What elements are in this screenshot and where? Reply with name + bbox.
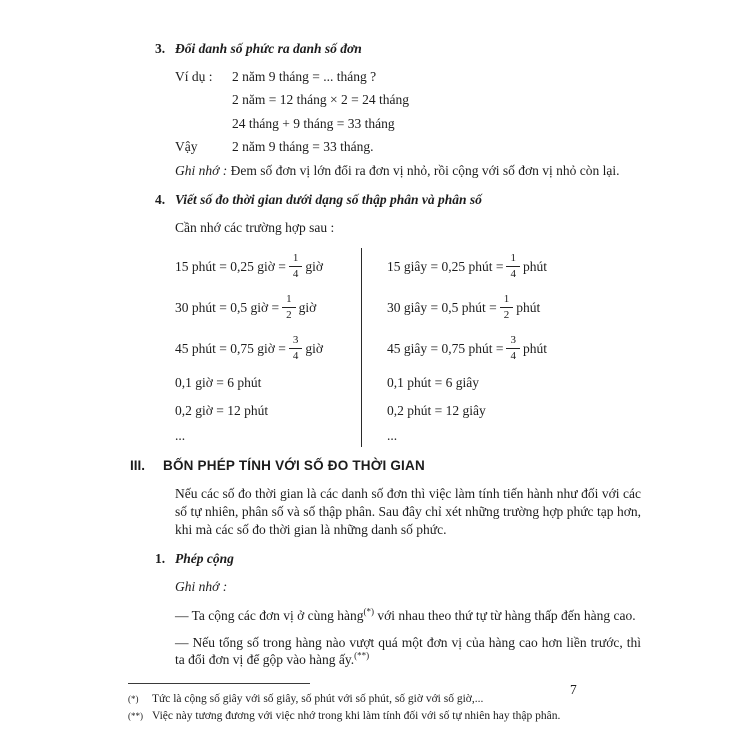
case-text: 0,2 giờ = 12 phút: [175, 403, 269, 419]
fraction: [506, 334, 520, 362]
section-number: III.: [130, 457, 146, 473]
example-line: 24 tháng + 9 tháng = 33 tháng: [232, 115, 395, 131]
example-line: 2 năm 9 tháng = ... tháng ?: [232, 68, 377, 84]
fraction: [289, 252, 303, 280]
rule-1: [175, 607, 641, 625]
fraction: [506, 252, 520, 280]
section-number: 3.: [155, 41, 166, 56]
conclusion-label: Vậy: [175, 139, 198, 155]
subsection-number: 1.: [155, 551, 166, 567]
case-text: 30 phút = 0,5 giờ =: [175, 299, 280, 315]
note-label: Ghi nhớ :: [175, 578, 228, 594]
section-title: BỐN PHÉP TÍNH VỚI SỐ ĐO THỜI GIAN: [163, 457, 425, 473]
footnote-reference: (**): [354, 650, 370, 661]
case-text: phút: [522, 340, 547, 356]
example-row: [175, 68, 641, 86]
note-text: Đem số đơn vị lớn đổi ra đơn vị nhỏ, rồi cộng với số đơn vị nhỏ còn lại.: [230, 162, 620, 178]
case-text: phút: [516, 299, 541, 315]
case-row: [387, 330, 641, 366]
fraction-numerator: 1: [500, 293, 514, 308]
section-iii-heading: [130, 457, 641, 475]
fraction-denominator: 4: [510, 349, 516, 362]
example-line: 2 năm = 12 tháng × 2 = 24 tháng: [232, 92, 409, 108]
conclusion-text: 2 năm 9 tháng = 33 tháng.: [232, 139, 374, 155]
case-text: ...: [387, 428, 398, 444]
footnote-1: [128, 691, 641, 708]
case-text: 0,2 phút = 12 giây: [387, 403, 486, 419]
case-row: [387, 427, 641, 445]
case-text: 45 giây = 0,75 phút =: [387, 340, 504, 356]
rule-2: [175, 634, 641, 669]
footnote-reference: (*): [363, 606, 375, 617]
section-4-heading: [155, 191, 641, 209]
page-number: 7: [570, 682, 577, 697]
fraction-numerator: 3: [506, 334, 520, 349]
case-row: [387, 399, 641, 422]
fraction-numerator: 1: [282, 293, 296, 308]
cases-intro: Cần nhớ các trường hợp sau :: [175, 219, 335, 235]
case-text: 15 phút = 0,25 giờ =: [175, 258, 286, 274]
fraction-numerator: 3: [289, 334, 303, 349]
fraction: [282, 293, 296, 321]
section-iii-paragraph: Nếu các số đo thời gian là các danh số đơn thì việc làm tính tiến hành như đối với các số tự nhiên, phân số và số thập phân. Sau đây chỉ xét những trường hợp phức tạp hơn, khi mà các số đo thời gian là những danh số phức.: [175, 486, 641, 537]
fraction-denominator: 2: [286, 308, 292, 321]
case-text: giờ: [305, 340, 324, 356]
case-row: [175, 330, 361, 366]
section-number: 4.: [155, 192, 166, 208]
rule-text: — Ta cộng các đơn vị ở cùng hàng: [175, 608, 364, 624]
fraction-denominator: 4: [292, 267, 299, 280]
fraction-numerator: 1: [289, 252, 303, 267]
case-row: [175, 427, 361, 445]
footnote-text: Việc này tương đương với việc nhớ trong khi làm tính đối với số tự nhiên hay thập phân.: [152, 709, 561, 722]
case-row: [175, 289, 361, 325]
case-row: [175, 399, 361, 422]
note-label: Ghi nhớ :: [175, 162, 228, 178]
fraction: [500, 293, 514, 321]
section-title: Đổi danh số phức ra danh số đơn: [175, 41, 362, 56]
footnote-text: Tức là cộng số giây với số giây, số phút với số phút, số giờ với số giờ,...: [152, 692, 484, 705]
cases-left-column: [175, 248, 361, 447]
fraction-denominator: 2: [503, 308, 510, 321]
case-text: 0,1 phút = 6 giây: [387, 375, 479, 391]
conclusion-row: [175, 138, 641, 156]
case-text: giờ: [298, 299, 317, 315]
case-row: [175, 248, 361, 284]
case-text: 30 giây = 0,5 phút =: [387, 299, 497, 315]
fraction-numerator: 1: [506, 252, 520, 267]
fraction: [289, 334, 303, 362]
fraction-denominator: 4: [292, 349, 299, 362]
footnote-marker: (*): [128, 693, 139, 704]
cases-right-column: [361, 248, 641, 447]
section-3-heading: [155, 40, 641, 58]
footnote-marker: (**): [128, 710, 143, 721]
subsection-1-heading: [155, 550, 641, 568]
section-title: Viết số đo thời gian dưới dạng số thập phân và phân số: [175, 192, 482, 208]
case-row: [387, 289, 641, 325]
fraction-denominator: 4: [510, 267, 516, 280]
rule-text: — Nếu tổng số trong hàng nào vượt quá một đơn vị của hàng cao hơn liền trước, thì ta đổi đơn vị để gộp vào hàng ấy.: [175, 634, 641, 668]
footnote-divider: [128, 683, 310, 684]
case-text: 15 giây = 0,25 phút =: [387, 258, 504, 274]
case-text: ...: [175, 428, 186, 444]
case-text: giờ: [305, 258, 324, 274]
note-paragraph: [175, 162, 641, 180]
case-text: 45 phút = 0,75 giờ =: [175, 340, 286, 356]
subsection-title: Phép cộng: [175, 551, 234, 567]
footnote-2: [128, 708, 641, 725]
case-text: 0,1 giờ = 6 phút: [175, 375, 262, 391]
rule-text: với nhau theo thứ tự từ hàng thấp đến hàng cao.: [377, 608, 636, 624]
example-label: Ví dụ :: [175, 68, 213, 84]
case-row: [175, 371, 361, 394]
case-row: [387, 248, 641, 284]
cases-table: [175, 248, 641, 447]
case-text: phút: [522, 258, 547, 274]
case-row: [387, 371, 641, 394]
